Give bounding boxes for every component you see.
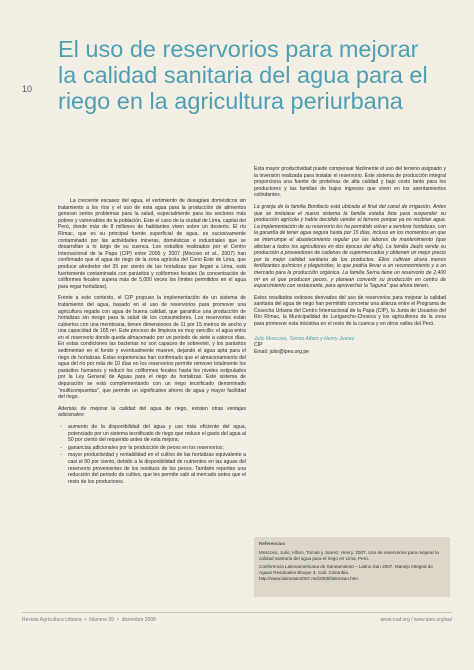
paragraph: Además de mejorar la calidad del agua de riego, existen otras ventajas adicionales: xyxy=(58,405,246,419)
paragraph: Frente a este contexto, el CIP propuso la implementación de un sistema de tratamiento del agua, basado en el uso de reservorios para promover una agricultura regada con agua de buena calidad, que garantice una producción de hortalizas sin riesgo para la salud de los consumidores. Los reservorios están cubiertos con una membrana, tienen dimensiones de 11 por 15 metros de ancho y una capacidad de 165 m³. Este proceso de limpieza es muy sencillo: el agua entra en el reservorio donde queda almacenado por un periodo de siete a catorce días. En estas condiciones las bacterias no son capaces de sobrevivir, y los parásitos sedimentan en el fondo y eventualmente mueren, dejando el agua apta para el riego de hortalizas. Estas experiencias han confirmado que el almacenamiento del agua del río por más de 10 días en los reservorios permite remover totalmente los parásitos humanos y reducir los coliformes fecales hasta los niveles estipulados por la Ley General de Aguas para el riego de hortalizas. Este sistema de depuración se está complementando con un riego tecnificado denominado "multicompuertas", que permite un significativo ahorro de agua y mayor facilidad del riego. xyxy=(58,295,246,401)
references-box xyxy=(254,537,450,597)
article-title: El uso de reservorios para mejorar la calidad sanitaria del agua para el riego en la agricultura periurbana xyxy=(58,36,428,114)
issue-date: diciembre 2008 xyxy=(121,617,156,623)
reference-item: Moscoso, Julio; Alfaro, Tomás y Juarez, Henry. 2007. Uso de reservorios para mejorar la calidad sanitaria del agua para el riego en Lima, Perú. xyxy=(259,549,439,561)
left-column xyxy=(58,198,246,490)
list-item: - mayor productividad y rentabilidad en el cultivo de las hortalizas equivalente a casi el 50 por ciento, debido a la disponibilidad de nutrientes en las aguas del reservorio provenientes de los residuos de los peces. También reportan una reducción del periodo de cultivo, que les permite salir al mercado antes que el resto de los productores. xyxy=(68,452,246,485)
organization: CIP xyxy=(254,342,263,349)
page-number: 10 xyxy=(22,84,33,94)
magazine-name: Revista Agricultura Urbana xyxy=(22,617,82,623)
right-column xyxy=(254,166,446,355)
list-item: - ganancias adicionales por la producción de peces en los reservorios; xyxy=(68,445,246,452)
footer-left: Revista Agricultura Urbana • Número 20 • diciembre 2008 xyxy=(22,617,156,623)
case-study-paragraph: La granja de la familia Bonifacio está ubicada al final del canal de irrigación. Antes que se instalase el nuevo sistema la familia estaba lista para suspender su producción agrícola y había decidido vender el terreno porque ya no recibían agua. La implementación de su reservorio les ha permitido volver a sembrar hortalizas, con la garantía de tener agua segura hasta por 15 días, incluso en los momentos en que se interrumpe el abastecimiento regular por las labores de mantenimiento (que afectan a todos los agricultores en dos épocas del año). La familia Jaulis vende su producción a proveedores de cadenas de supermercados y obtienen un mejor precio por la mejor calidad sanitaria de los productos. Ellos cultivan ahora menos fertilizantes químicos y plaguicidas, lo que podría llevar a un reconocimiento y a un mercado para la producción orgánica. La familia Serna tiene un reservorio de 2,400 m³ en el que producen peces, y planean convertir su producción en centro de esparcimiento con restaurante, para aprovechar la "laguna" que ahora tienen. xyxy=(254,203,446,290)
paragraph: Estos resultados exitosos derivados del uso de reservorios para mejorar la calidad sanitaria del agua de riego han permitido concretar una alianza entre el Programa de Cosecha Urbana del Centro Internacional de la Papa (CIP), la Junta de Usuarios del Río Rímac, la Municipalidad de Lurigancho-Chosica y los agricultores de la zona para promover esta iniciativa en el resto de la cuenca y en otros valles del Perú. xyxy=(254,294,446,328)
authors: Julio Moscoso, Tomás Alfaro y Henry Juarez xyxy=(254,335,355,342)
references-heading: Referencias xyxy=(259,541,286,546)
list-item: - aumento de la disponibilidad del agua y uso más eficiente del agua, potenciado por un sistema tecnificado de riego que reduce el gasto del agua al 50 por ciento del requerido antes de esta mejora; xyxy=(68,424,246,444)
advantages-list xyxy=(58,424,246,485)
reference-item: Conferencia Latinoamericana de Saneamiento – Latino San 2007, Manejo Integral de Aguas Residuales Bloque 3, Cali, Colombia. http://www.latinosan2007.net/2008/latinosan.htm xyxy=(259,564,433,581)
paragraph: La creciente escasez del agua, el vertimiento de desagües domésticos sin tratamiento a los ríos y el uso de esta agua para la producción de alimentos generan serios problemas para la salud, especialmente para los sectores más pobres y vulnerables de la población. Este el caso de la ciudad de Lima, capital del Perú, donde más de 8 millones de habitantes viven sobre un desierto. El río Rímac, que es su principal fuente superficial de agua, es sucesivamente contaminado por las actividades mineras, domésticas e industriales que se desarrollan a lo largo de su cuenca. Los estudios realizados por el Centro Internacional de la Papa (CIP) entre 2005 y 2007 (Mocoso et al., 2007) han confirmado que el agua de riego de la zona agrícola del Cono Este de Lima, que produce alrededor del 35 por ciento de las hortalizas que llegan a Lima, está fuertemente contaminada con parásitos y coliformes fecales (la concentración de coliformes fecales supera más de 5,000 veces los límites permitidos en el agua para regar hortalizas). xyxy=(58,198,246,290)
footer-divider xyxy=(22,612,452,613)
issue-number: Número 20 xyxy=(89,617,114,623)
footer-urls[interactable]: www.ruaf.org / www.ipes.org/au/ xyxy=(380,617,452,623)
email-link[interactable]: Email: julio@ipes.org.pe xyxy=(254,348,310,355)
paragraph: Esta mayor productividad puede compensar fácilmente el uso del terreno asignado y la inversión realizada para instalar el reservorio. Este sistema de producción integral proporciona una fuente de proteínas de alta calidad y bajo costo tanto para los productores y las familias de bajos ingresos que viven en los asentamientos colindantes. xyxy=(254,166,446,199)
